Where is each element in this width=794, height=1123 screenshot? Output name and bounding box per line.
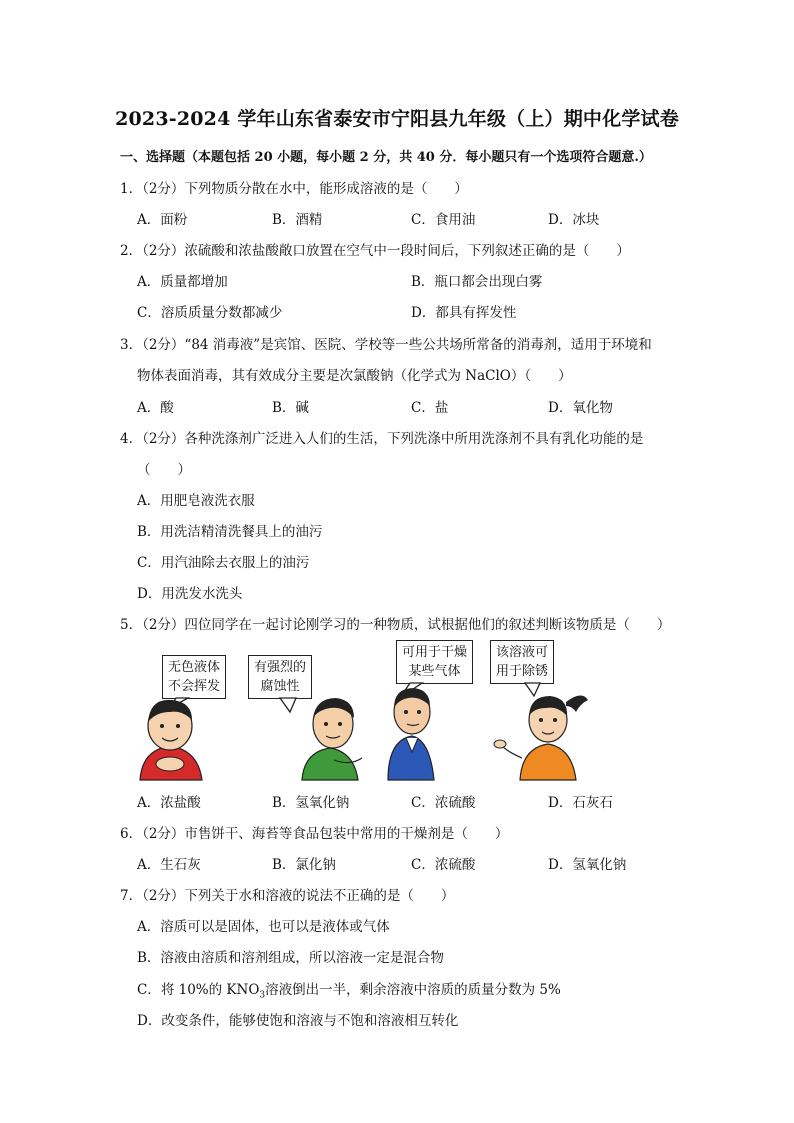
q1-option-c: C．食用油: [411, 212, 476, 228]
q5-option-a: A．浓盐酸: [137, 795, 201, 811]
exam-title: 2023-2024 学年山东省泰安市宁阳县九年级（上）期中化学试卷: [115, 108, 679, 130]
q2-option-d: D．都具有挥发性: [411, 305, 517, 321]
q7-option-a: A．溶质可以是固体，也可以是液体或气体: [137, 919, 390, 935]
q7-option-d: D．改变条件，能够使饱和溶液与不饱和溶液相互转化: [137, 1013, 459, 1029]
q5-option-b: B．氢氧化钠: [272, 795, 350, 811]
q4-option-d: D．用洗发水洗头: [137, 586, 243, 602]
q4-option-b: B．用洗洁精清洗餐具上的油污: [137, 524, 323, 540]
q5-option-c: C．浓硫酸: [411, 795, 476, 811]
student-boy-green-shirt: [302, 698, 362, 780]
q3-option-a: A．酸: [137, 400, 174, 416]
question-5-stem: 5．（2分）四位同学在一起讨论刚学习的一种物质，试根据他们的叙述判断该物质是（ ）: [120, 617, 671, 633]
q6-option-d: D．氢氧化钠: [548, 857, 627, 873]
q3-option-c: C．盐: [411, 400, 449, 416]
students-illustration: [130, 640, 670, 782]
student-boy-red-shirt: [140, 700, 202, 780]
q4-option-a: A．用肥皂液洗衣服: [137, 493, 255, 509]
question-3-stem-line1: 3．（2分）“84 消毒液”是宾馆、医院、学校等一些公共场所常备的消毒剂，适用于环境和: [120, 337, 652, 353]
question-4-stem-line1: 4．（2分）各种洗涤剂广泛进入人们的生活，下列洗涤中所用洗涤剂不具有乳化功能的是: [120, 431, 644, 447]
question-3-stem-line2: 物体表面消毒，其有效成分主要是次氯酸钠（化学式为 NaClO）（ ）: [137, 368, 572, 384]
q5-option-d: D．石灰石: [548, 795, 613, 811]
question-1-stem: 1．（2分）下列物质分散在水中，能形成溶液的是（ ）: [120, 181, 468, 197]
q1-option-a: A．面粉: [137, 212, 188, 228]
speech-bubble-1: 无色液体 不会挥发: [162, 655, 226, 699]
student-boy-blue-shirt: [388, 688, 434, 780]
four-students-cartoon: [130, 640, 670, 782]
student-girl-orange-shirt: [494, 695, 588, 780]
q2-option-c: C．溶质质量分数都减少: [137, 305, 283, 321]
q6-option-a: A．生石灰: [137, 857, 201, 873]
question-4-stem-line2: （ ）: [137, 462, 191, 478]
bubble-tail-4: [525, 683, 540, 696]
q7-option-b: B．溶液由溶质和溶剂组成，所以溶液一定是混合物: [137, 950, 444, 966]
section-header: 一、选择题（本题包括 20 小题，每小题 2 分，共 40 分．每小题只有一个选项符合题意.）: [120, 150, 652, 165]
q2-option-b: B．瓶口都会出现白雾: [411, 274, 543, 290]
speech-bubble-4: 该溶液可 用于除锈: [490, 640, 554, 684]
question-7-stem: 7．（2分）下列关于水和溶液的说法不正确的是（ ）: [120, 888, 455, 904]
question-2-stem: 2．（2分）浓硫酸和浓盐酸敞口放置在空气中一段时间后，下列叙述正确的是（ ）: [120, 243, 630, 259]
bubble-tail-2: [280, 698, 296, 712]
q7-option-c: C．将 10%的 $KNO_3$溶液倒出一半，剩余溶液中溶质的质量分数为 5%: [137, 982, 561, 1001]
q1-option-d: D．冰块: [548, 212, 600, 228]
q4-option-c: C．用汽油除去衣服上的油污: [137, 555, 310, 571]
q3-option-b: B．碱: [272, 400, 309, 416]
speech-bubble-3: 可用于干燥 某些气体: [396, 640, 473, 684]
q6-option-c: C．浓硫酸: [411, 857, 476, 873]
q6-option-b: B．氯化钠: [272, 857, 336, 873]
q2-option-a: A．质量都增加: [137, 274, 228, 290]
q1-option-b: B．酒精: [272, 212, 323, 228]
speech-bubble-2: 有强烈的 腐蚀性: [248, 655, 312, 699]
q3-option-d: D．氧化物: [548, 400, 613, 416]
question-6-stem: 6．（2分）市售饼干、海苔等食品包装中常用的干燥剂是（ ）: [120, 826, 509, 842]
